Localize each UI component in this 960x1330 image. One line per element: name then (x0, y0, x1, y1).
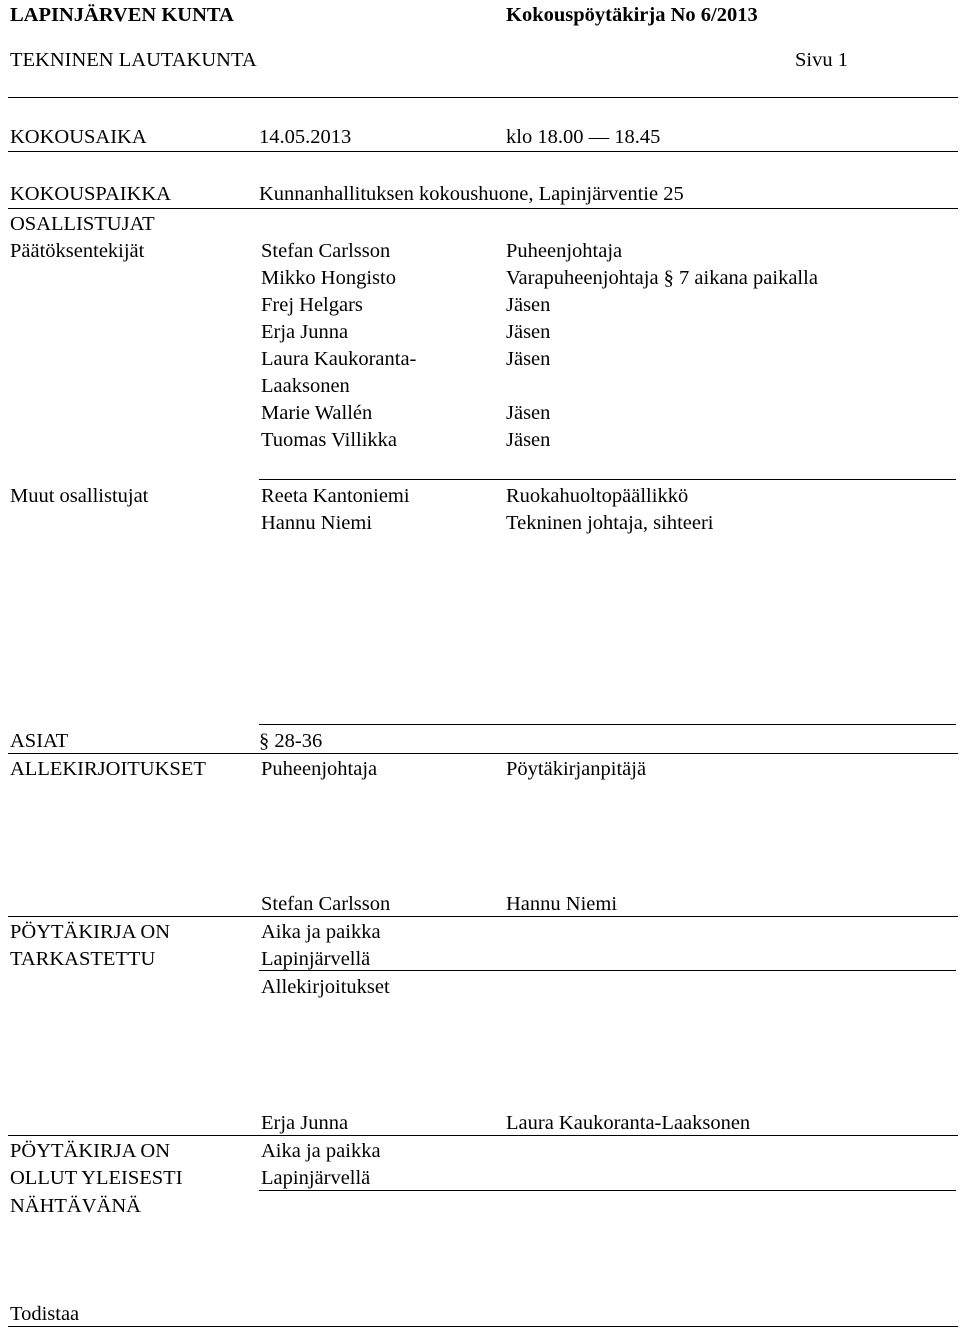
matters-value: § 28-36 (259, 730, 323, 752)
participant-role: Jäsen (506, 429, 551, 451)
secretary-title: Pöytäkirjanpitäjä (506, 758, 647, 780)
public-divider (259, 1190, 956, 1191)
signatures-divider (8, 916, 958, 917)
participant-name: Stefan Carlsson (261, 240, 391, 262)
participant-role: Puheenjohtaja (506, 240, 623, 262)
time-divider (8, 151, 958, 152)
decision-makers-label: Päätöksentekijät (10, 240, 145, 262)
header-divider (8, 97, 958, 98)
public-place-time: Aika ja paikka (261, 1140, 381, 1162)
participant-role: Jäsen (506, 348, 551, 370)
public-label-line1: PÖYTÄKIRJA ON (10, 1140, 171, 1162)
participant-role: Varapuheenjohtaja § 7 aikana paikalla (506, 267, 818, 289)
meeting-place-label: KOKOUSPAIKKA (10, 183, 171, 205)
checked-label-line1: PÖYTÄKIRJA ON (10, 921, 171, 943)
signatures-label: ALLEKIRJOITUKSET (10, 758, 206, 780)
participant-name: Erja Junna (261, 321, 349, 343)
page-number: Sivu 1 (795, 49, 848, 71)
other-participant-role: Tekninen johtaja, sihteeri (506, 512, 714, 534)
chair-title: Puheenjohtaja (261, 758, 378, 780)
participant-role: Jäsen (506, 321, 551, 343)
other-participant-name: Hannu Niemi (261, 512, 373, 534)
participant-name: Tuomas Villikka (261, 429, 398, 451)
meeting-date: 14.05.2013 (259, 126, 352, 148)
participant-name: Marie Wallén (261, 402, 373, 424)
participants-label: OSALLISTUJAT (10, 213, 155, 235)
other-participants-label: Muut osallistujat (10, 485, 149, 507)
matters-divider (8, 753, 958, 754)
participant-role: Jäsen (506, 294, 551, 316)
document-title: Kokouspöytäkirja No 6/2013 (506, 4, 758, 26)
participants-divider (259, 479, 956, 480)
participant-role: Jäsen (506, 402, 551, 424)
meeting-time: klo 18.00 — 18.45 (506, 126, 661, 148)
participant-name: Mikko Hongisto (261, 267, 396, 289)
checked-signatures-label: Allekirjoitukset (261, 976, 390, 998)
public-label-line2: OLLUT YLEISESTI (10, 1167, 183, 1189)
meeting-time-label: KOKOUSAIKA (10, 126, 147, 148)
chair-signature-name: Stefan Carlsson (261, 893, 391, 915)
place-divider (8, 208, 958, 209)
checked-divider (259, 970, 956, 971)
meeting-place: Kunnanhallituksen kokoushuone, Lapinjärventie 25 (259, 183, 684, 205)
checked-place-time: Aika ja paikka (261, 921, 381, 943)
certify-label: Todistaa (10, 1303, 80, 1325)
public-label-line3: NÄHTÄVÄNÄ (10, 1195, 141, 1217)
public-place: Lapinjärvellä (261, 1167, 371, 1189)
participant-name: Laura Kaukoranta- (261, 348, 417, 370)
participant-name: Frej Helgars (261, 294, 363, 316)
checker-name-2: Laura Kaukoranta-Laaksonen (506, 1112, 751, 1134)
checked-place: Lapinjärvellä (261, 948, 371, 970)
matters-label: ASIAT (10, 730, 69, 752)
secretary-signature-name: Hannu Niemi (506, 893, 618, 915)
checkers-divider (8, 1135, 958, 1136)
other-participant-role: Ruokahuoltopäällikkö (506, 485, 689, 507)
board-name: TEKNINEN LAUTAKUNTA (10, 49, 257, 71)
matters-top-divider (259, 724, 956, 725)
bottom-divider (8, 1326, 958, 1327)
other-participant-name: Reeta Kantoniemi (261, 485, 410, 507)
checked-label-line2: TARKASTETTU (10, 948, 156, 970)
checker-name-1: Erja Junna (261, 1112, 349, 1134)
participant-name: Laaksonen (261, 375, 350, 397)
municipality-name: LAPINJÄRVEN KUNTA (10, 4, 234, 26)
